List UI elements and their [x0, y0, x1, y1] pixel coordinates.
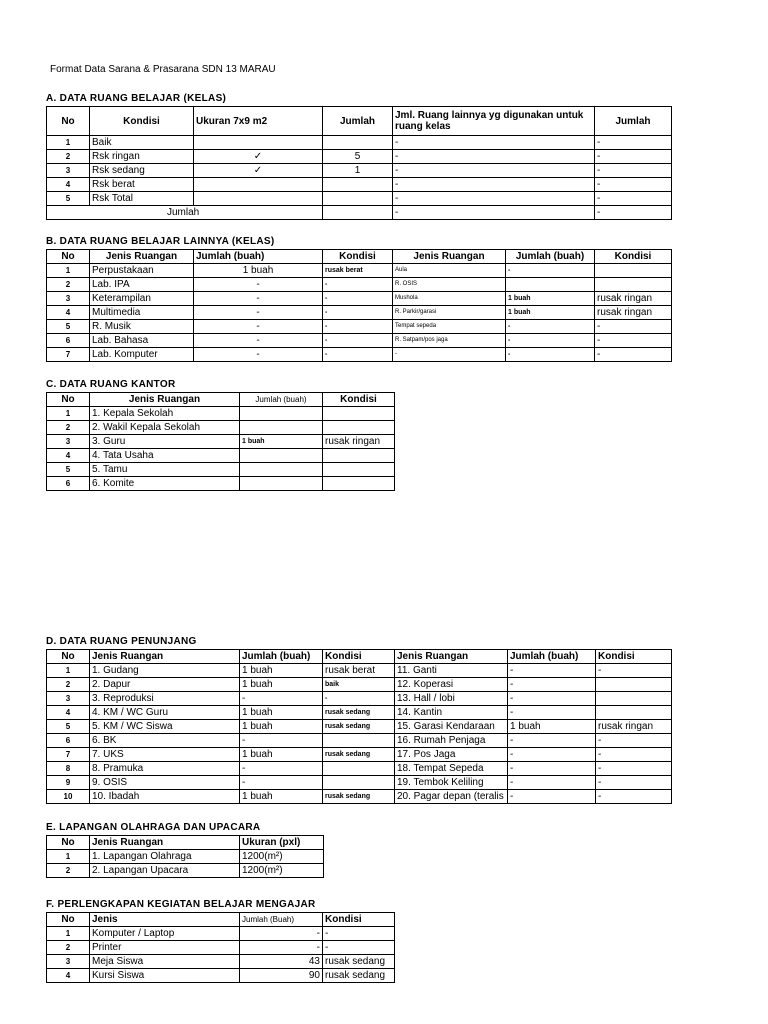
table-cell: -: [393, 206, 595, 220]
table-cell: 1 buah: [240, 720, 323, 734]
table-cell: Tempat sepeda: [393, 320, 506, 334]
row-number: 6: [47, 334, 90, 348]
table-cell: 5: [323, 150, 393, 164]
table-cell: 1 buah: [240, 435, 323, 449]
table-row: [47, 150, 672, 164]
table-cell: [323, 407, 395, 421]
table-row: [47, 136, 672, 150]
table-row: [47, 334, 672, 348]
table-cell: [194, 192, 323, 206]
table-cell: 1 buah: [240, 748, 323, 762]
table-cell: [240, 407, 323, 421]
header-cell: Kondisi: [595, 250, 672, 264]
table-cell: -: [323, 306, 393, 320]
table-row: [47, 969, 395, 983]
header-cell: Jenis Ruangan: [90, 393, 240, 407]
table-cell: rusak berat: [323, 264, 393, 278]
table-cell: -: [508, 664, 596, 678]
table-cell: [323, 192, 393, 206]
table-row: [47, 748, 672, 762]
header-cell: Kondisi: [323, 393, 395, 407]
table-cell: R. Musik: [90, 320, 194, 334]
table-cell: baik: [323, 678, 395, 692]
row-number: 2: [47, 864, 90, 878]
header-cell: Jenis Ruangan: [395, 650, 508, 664]
table-cell: 15. Garasi Kendaraan: [395, 720, 508, 734]
table-header-row: [47, 250, 672, 264]
table-cell: 18. Tempat Sepeda: [395, 762, 508, 776]
section-b-title: B. DATA RUANG BELAJAR LAINNYA (KELAS): [46, 236, 275, 247]
row-number: 4: [47, 706, 90, 720]
table-cell: 4. Tata Usaha: [90, 449, 240, 463]
table-cell: Lab. IPA: [90, 278, 194, 292]
table-cell: 2. Wakil Kepala Sekolah: [90, 421, 240, 435]
table-cell: 3. Guru: [90, 435, 240, 449]
table-row: [47, 463, 395, 477]
table-cell: 90: [240, 969, 323, 983]
table-cell: Lab. Bahasa: [90, 334, 194, 348]
table-cell: [323, 206, 393, 220]
table-cell: rusak sedang: [323, 955, 395, 969]
table-row: [47, 435, 395, 449]
table-row: [47, 264, 672, 278]
table-cell: [194, 178, 323, 192]
row-number: 3: [47, 164, 90, 178]
section-a-title: A. DATA RUANG BELAJAR (KELAS): [46, 93, 227, 104]
header-cell: No: [47, 650, 90, 664]
table-cell: -: [595, 150, 672, 164]
table-cell: -: [323, 292, 393, 306]
table-cell: -: [194, 292, 323, 306]
table-row: [47, 664, 672, 678]
table-cell: 1. Kepala Sekolah: [90, 407, 240, 421]
table-cell: -: [596, 664, 672, 678]
table-cell: Rsk sedang: [90, 164, 194, 178]
table-row: [47, 720, 672, 734]
table-cell: -: [596, 790, 672, 804]
header-cell: Kondisi: [596, 650, 672, 664]
row-number: 1: [47, 927, 90, 941]
table-row: [47, 692, 672, 706]
header-cell: Jenis Ruangan: [90, 836, 240, 850]
table-row: [47, 927, 395, 941]
table-cell: Rsk ringan: [90, 150, 194, 164]
table-cell: 2. Dapur: [90, 678, 240, 692]
table-cell: -: [323, 927, 395, 941]
section-e-title: E. LAPANGAN OLAHRAGA DAN UPACARA: [46, 822, 261, 833]
table-row: [47, 762, 672, 776]
table-cell: -: [595, 164, 672, 178]
table-cell: Rsk berat: [90, 178, 194, 192]
header-cell: Jumlah (buah): [506, 250, 595, 264]
row-number: 10: [47, 790, 90, 804]
row-number: 3: [47, 435, 90, 449]
table-row: [47, 449, 395, 463]
row-number: 6: [47, 477, 90, 491]
table-row: [47, 734, 672, 748]
row-number: 5: [47, 192, 90, 206]
table-row: [47, 178, 672, 192]
row-number: 2: [47, 278, 90, 292]
table-cell: -: [393, 164, 595, 178]
table-cell: rusak sedang: [323, 720, 395, 734]
row-number: 5: [47, 463, 90, 477]
table-cell: [596, 678, 672, 692]
table-cell: R. OSIS: [393, 278, 506, 292]
table-cell: [240, 477, 323, 491]
table-cell: 43: [240, 955, 323, 969]
table-perlengkapan: [46, 912, 395, 983]
table-cell: -: [508, 706, 596, 720]
table-row: [47, 678, 672, 692]
table-cell: rusak berat: [323, 664, 395, 678]
table-row: [47, 348, 672, 362]
table-header-row: [47, 393, 395, 407]
table-cell: 1 buah: [194, 264, 323, 278]
table-cell: -: [595, 178, 672, 192]
table-cell: [240, 463, 323, 477]
table-cell: 10. Ibadah: [90, 790, 240, 804]
table-cell: ✓: [194, 150, 323, 164]
table-row: [47, 278, 672, 292]
table-cell: -: [323, 692, 395, 706]
header-cell: No: [47, 836, 90, 850]
table-ruang-kantor: [46, 392, 395, 491]
table-cell: [323, 477, 395, 491]
table-row: [47, 850, 324, 864]
table-cell: 11. Ganti: [395, 664, 508, 678]
header-cell: Jumlah: [595, 107, 672, 136]
row-number: 2: [47, 678, 90, 692]
table-cell: 19. Tembok Keliling: [395, 776, 508, 790]
header-cell: Ukuran (pxl): [240, 836, 324, 850]
table-cell: Meja Siswa: [90, 955, 240, 969]
table-cell: 5. Tamu: [90, 463, 240, 477]
table-cell: Lab. Komputer: [90, 348, 194, 362]
table-cell: -: [194, 334, 323, 348]
table-cell: -: [595, 206, 672, 220]
table-cell: [323, 463, 395, 477]
table-ruang-belajar-lainnya: [46, 249, 672, 362]
row-number: 1: [47, 136, 90, 150]
table-row: [47, 306, 672, 320]
table-row: [47, 776, 672, 790]
row-number: 1: [47, 664, 90, 678]
table-cell: -: [194, 278, 323, 292]
document-title: Format Data Sarana & Prasarana SDN 13 MARAU: [50, 64, 276, 75]
header-cell: No: [47, 913, 90, 927]
row-number: 3: [47, 955, 90, 969]
table-cell: -: [595, 334, 672, 348]
table-cell: Multimedia: [90, 306, 194, 320]
header-cell: No: [47, 250, 90, 264]
table-cell: rusak ringan: [323, 435, 395, 449]
table-cell: 1 buah: [240, 790, 323, 804]
table-cell: -: [508, 748, 596, 762]
table-cell: -: [323, 278, 393, 292]
table-row: [47, 164, 672, 178]
table-cell: [323, 421, 395, 435]
table-cell: -: [393, 150, 595, 164]
table-cell: rusak sedang: [323, 969, 395, 983]
header-cell: Kondisi: [323, 650, 395, 664]
row-number: 5: [47, 720, 90, 734]
row-number: 1: [47, 407, 90, 421]
table-cell: 3. Reproduksi: [90, 692, 240, 706]
header-cell: Jenis Ruangan: [90, 650, 240, 664]
table-cell: Keterampilan: [90, 292, 194, 306]
table-total-row: [47, 206, 672, 220]
table-cell: 14. Kantin: [395, 706, 508, 720]
table-cell: 1. Lapangan Olahraga: [90, 850, 240, 864]
table-cell: -: [393, 192, 595, 206]
table-cell: [323, 762, 395, 776]
header-cell: Jumlah (buah): [240, 650, 323, 664]
table-header-row: [47, 836, 324, 850]
table-cell: 4. KM / WC Guru: [90, 706, 240, 720]
header-cell: No: [47, 393, 90, 407]
table-cell: [323, 734, 395, 748]
table-cell: -: [508, 734, 596, 748]
table-cell: -: [595, 136, 672, 150]
table-header-row: [47, 107, 672, 136]
table-cell: -: [506, 264, 595, 278]
section-f-title: F. PERLENGKAPAN KEGIATAN BELAJAR MENGAJAR: [46, 899, 316, 910]
row-number: 4: [47, 306, 90, 320]
table-cell: 1200(m²): [240, 864, 324, 878]
table-cell: -: [595, 192, 672, 206]
table-row: [47, 192, 672, 206]
table-cell: 13. Hall / lobi: [395, 692, 508, 706]
table-cell: 16. Rumah Penjaga: [395, 734, 508, 748]
table-cell: -: [323, 334, 393, 348]
table-cell: Aula: [393, 264, 506, 278]
table-cell: -: [240, 927, 323, 941]
table-row: [47, 706, 672, 720]
table-ruang-penunjang: [46, 649, 672, 804]
table-cell: Perpustakaan: [90, 264, 194, 278]
table-cell: -: [508, 790, 596, 804]
table-cell: rusak sedang: [323, 790, 395, 804]
table-cell: 12. Koperasi: [395, 678, 508, 692]
table-cell: 6. Komite: [90, 477, 240, 491]
row-number: 4: [47, 449, 90, 463]
row-number: 3: [47, 292, 90, 306]
row-number: 2: [47, 941, 90, 955]
table-cell: -: [393, 178, 595, 192]
table-row: [47, 320, 672, 334]
table-cell: -: [595, 348, 672, 362]
table-cell: 1200(m²): [240, 850, 324, 864]
table-cell: [596, 706, 672, 720]
table-cell: -: [194, 320, 323, 334]
table-cell: 1. Gudang: [90, 664, 240, 678]
table-cell: [323, 178, 393, 192]
table-cell: 7. UKS: [90, 748, 240, 762]
table-cell: rusak ringan: [595, 292, 672, 306]
table-cell: 1 buah: [508, 720, 596, 734]
table-cell: [323, 136, 393, 150]
row-number: 2: [47, 421, 90, 435]
table-cell: rusak ringan: [595, 306, 672, 320]
table-cell: Kursi Siswa: [90, 969, 240, 983]
row-number: 4: [47, 969, 90, 983]
table-row: [47, 941, 395, 955]
table-cell: -: [194, 348, 323, 362]
table-row: [47, 864, 324, 878]
table-cell: -: [506, 334, 595, 348]
table-cell: -: [506, 320, 595, 334]
header-cell: Jumlah (buah): [240, 393, 323, 407]
row-number: 1: [47, 264, 90, 278]
table-cell: 5. KM / WC Siswa: [90, 720, 240, 734]
table-ruang-belajar: [46, 106, 672, 220]
header-cell: Jenis: [90, 913, 240, 927]
table-cell: rusak sedang: [323, 706, 395, 720]
table-cell: -: [323, 348, 393, 362]
table-lapangan: [46, 835, 324, 878]
table-cell: R. Satpam/pos jaga: [393, 334, 506, 348]
row-number: 8: [47, 762, 90, 776]
header-cell: Jumlah (buah): [194, 250, 323, 264]
header-cell: Kondisi: [90, 107, 194, 136]
row-number: 7: [47, 748, 90, 762]
table-row: [47, 407, 395, 421]
table-header-row: [47, 913, 395, 927]
row-number: 5: [47, 320, 90, 334]
row-number: 4: [47, 178, 90, 192]
table-cell: -: [393, 136, 595, 150]
table-cell: 2. Lapangan Upacara: [90, 864, 240, 878]
table-cell: 1: [323, 164, 393, 178]
table-cell: -: [596, 776, 672, 790]
table-cell: [596, 692, 672, 706]
table-cell: -: [508, 762, 596, 776]
header-cell: Ukuran 7x9 m2: [194, 107, 323, 136]
table-row: [47, 477, 395, 491]
total-label: Jumlah: [47, 206, 323, 220]
table-cell: Mushola: [393, 292, 506, 306]
table-cell: -: [323, 941, 395, 955]
table-cell: [595, 264, 672, 278]
table-cell: -: [393, 348, 506, 362]
header-cell: No: [47, 107, 90, 136]
table-cell: [595, 278, 672, 292]
section-c-title: C. DATA RUANG KANTOR: [46, 379, 176, 390]
table-cell: -: [240, 692, 323, 706]
table-cell: -: [323, 320, 393, 334]
table-cell: [323, 449, 395, 463]
table-cell: ✓: [194, 164, 323, 178]
table-cell: [506, 278, 595, 292]
table-cell: 20. Pagar depan (teralis: [395, 790, 508, 804]
table-cell: -: [596, 748, 672, 762]
table-row: [47, 292, 672, 306]
table-cell: -: [508, 692, 596, 706]
header-cell: Jenis Ruangan: [90, 250, 194, 264]
row-number: 6: [47, 734, 90, 748]
header-cell: Jumlah (buah): [508, 650, 596, 664]
table-cell: Rsk Total: [90, 192, 194, 206]
header-cell: Kondisi: [323, 250, 393, 264]
table-cell: [194, 136, 323, 150]
header-cell: Jumlah (Buah): [240, 913, 323, 927]
table-cell: -: [595, 320, 672, 334]
row-number: 1: [47, 850, 90, 864]
table-cell: -: [508, 678, 596, 692]
section-d-title: D. DATA RUANG PENUNJANG: [46, 636, 197, 647]
table-cell: rusak ringan: [596, 720, 672, 734]
table-cell: -: [240, 776, 323, 790]
table-cell: -: [596, 734, 672, 748]
table-cell: [240, 449, 323, 463]
table-row: [47, 955, 395, 969]
table-cell: -: [506, 348, 595, 362]
header-cell: Jenis Ruangan: [393, 250, 506, 264]
table-cell: [323, 776, 395, 790]
row-number: 3: [47, 692, 90, 706]
table-row: [47, 421, 395, 435]
table-cell: 9. OSIS: [90, 776, 240, 790]
row-number: 9: [47, 776, 90, 790]
table-cell: 1 buah: [240, 664, 323, 678]
header-cell: Jml. Ruang lainnya yg digunakan untuk ruang kelas: [393, 107, 595, 136]
table-cell: Komputer / Laptop: [90, 927, 240, 941]
header-cell: Jumlah: [323, 107, 393, 136]
table-row: [47, 790, 672, 804]
table-cell: [240, 421, 323, 435]
table-cell: 1 buah: [506, 292, 595, 306]
table-cell: 8. Pramuka: [90, 762, 240, 776]
table-cell: Printer: [90, 941, 240, 955]
table-header-row: [47, 650, 672, 664]
table-cell: 1 buah: [240, 706, 323, 720]
table-cell: -: [194, 306, 323, 320]
table-cell: R. Parkir/garasi: [393, 306, 506, 320]
table-cell: -: [240, 941, 323, 955]
table-cell: rusak sedang: [323, 748, 395, 762]
table-cell: -: [240, 762, 323, 776]
table-cell: -: [596, 762, 672, 776]
header-cell: Kondisi: [323, 913, 395, 927]
table-cell: 17. Pos Jaga: [395, 748, 508, 762]
row-number: 2: [47, 150, 90, 164]
table-cell: 6. BK: [90, 734, 240, 748]
table-cell: 1 buah: [240, 678, 323, 692]
table-cell: -: [240, 734, 323, 748]
table-cell: Baik: [90, 136, 194, 150]
table-cell: -: [508, 776, 596, 790]
row-number: 7: [47, 348, 90, 362]
table-cell: 1 buah: [506, 306, 595, 320]
